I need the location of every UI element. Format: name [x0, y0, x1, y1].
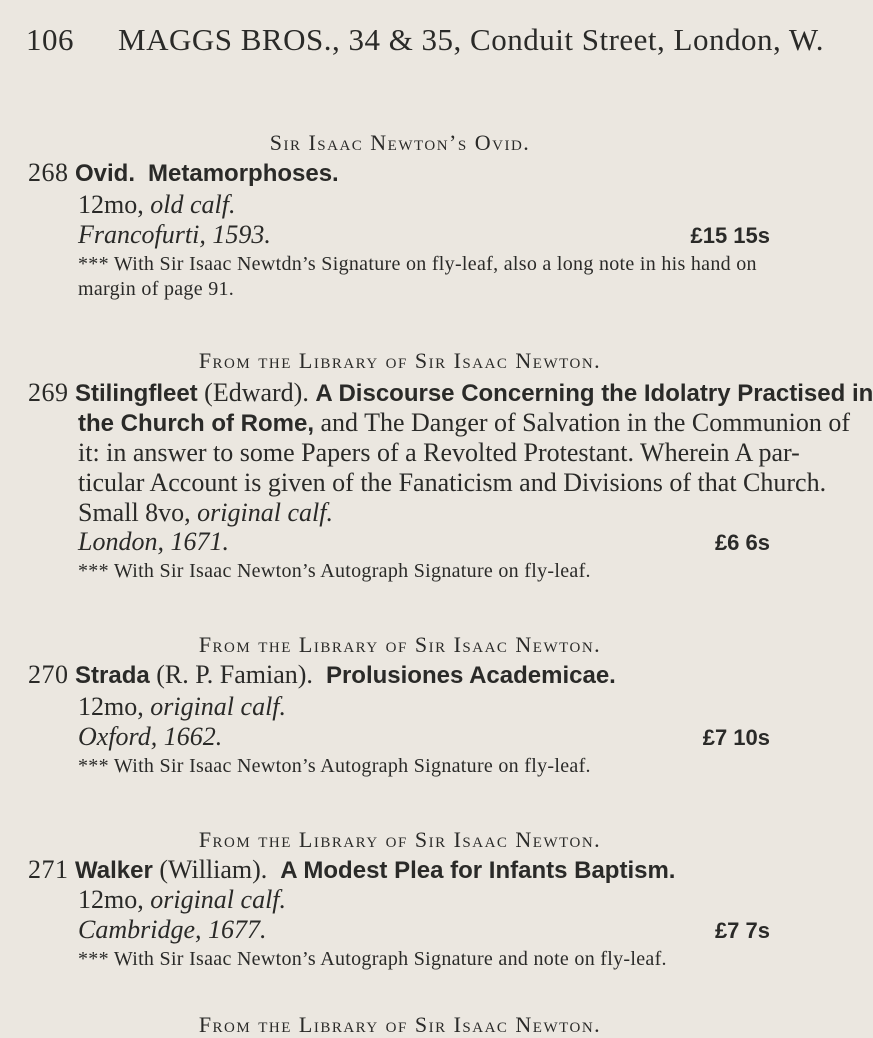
lot-number: 271 — [28, 855, 69, 884]
author-detail: (Edward). — [204, 378, 309, 407]
title: A Modest Plea for Infants Baptism. — [280, 857, 676, 884]
imprint: Francofurti, 1593. — [78, 220, 271, 249]
running-header — [26, 22, 825, 58]
price: £6 6s — [714, 530, 770, 555]
format: Small 8vo, — [78, 498, 191, 527]
imprint: Oxford, 1662. — [78, 722, 223, 751]
note: *** With Sir Isaac Newtdn’s Signature on fly-leaf, also a long note in his hand on — [78, 253, 757, 275]
price: £7 10s — [702, 725, 770, 750]
price: £15 15s — [690, 223, 770, 248]
price: £7 7s — [714, 918, 770, 943]
page-number: 106 — [26, 22, 74, 57]
format: 12mo, — [78, 190, 144, 219]
format: 12mo, — [78, 692, 144, 721]
binding: original calf. — [150, 692, 287, 721]
imprint: Cambridge, 1677. — [78, 915, 267, 944]
description: and The Danger of Salvation in the Communion of — [320, 408, 851, 437]
description: ticular Account is given of the Fanaticism and Divisions of that Church. — [78, 468, 827, 497]
author: Ovid. — [75, 160, 136, 187]
section-heading: Sir Isaac Newton’s Ovid. — [269, 130, 531, 155]
binding: original calf. — [150, 885, 287, 914]
author: Walker — [75, 857, 153, 884]
author-detail: (R. P. Famian). — [156, 660, 313, 689]
author: Strada — [75, 662, 150, 689]
title-continued: the Church of Rome, — [78, 410, 315, 437]
lot-number: 270 — [28, 660, 69, 689]
note: *** With Sir Isaac Newton’s Autograph Signature on fly-leaf. — [78, 755, 591, 777]
running-title: MAGGS BROS., 34 & 35, Conduit Street, London, W. — [118, 22, 825, 57]
author-detail: (William). — [159, 855, 268, 884]
lot-number: 268 — [28, 158, 69, 187]
lot-number: 269 — [28, 378, 69, 407]
imprint: London, 1671. — [78, 527, 229, 556]
title: A Discourse Concerning the Idolatry Practised in — [315, 380, 873, 407]
binding: original calf. — [197, 498, 333, 527]
note: *** With Sir Isaac Newton’s Autograph Signature and note on fly-leaf. — [78, 948, 667, 970]
section-heading: From the Library of Sir Isaac Newton. — [198, 827, 602, 852]
format: 12mo, — [78, 885, 144, 914]
note: *** With Sir Isaac Newton’s Autograph Signature on fly-leaf. — [78, 560, 591, 582]
author: Stilingfleet — [75, 380, 198, 407]
section-heading: From the Library of Sir Isaac Newton. — [198, 348, 602, 373]
binding: old calf. — [150, 190, 236, 219]
title: Metamorphoses. — [148, 160, 339, 187]
section-heading: From the Library of Sir Isaac Newton. — [198, 1012, 602, 1037]
note: margin of page 91. — [78, 278, 235, 300]
title: Prolusiones Academicae. — [325, 662, 616, 689]
section-heading: From the Library of Sir Isaac Newton. — [198, 632, 602, 657]
description: it: in answer to some Papers of a Revolted Protestant. Wherein A par- — [78, 438, 800, 467]
